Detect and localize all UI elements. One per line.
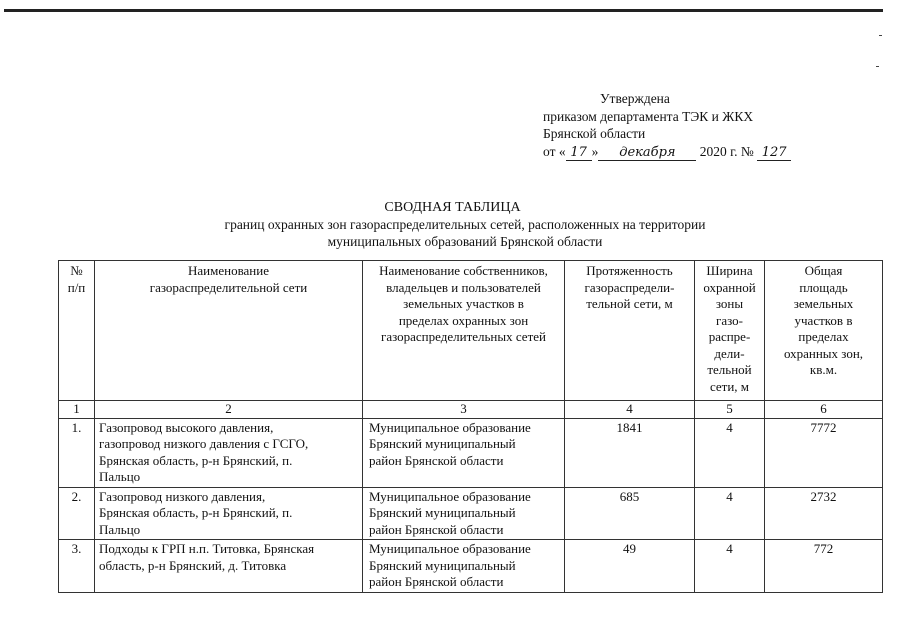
table-row bbox=[59, 540, 883, 593]
header-cell: Ширина охранной зоны газо- распре- дели- тельной сети, м bbox=[695, 261, 765, 401]
approval-block bbox=[543, 90, 791, 161]
length-cell: 49 bbox=[565, 540, 695, 593]
approval-line-approved: Утверждена bbox=[600, 91, 670, 106]
table-row bbox=[59, 418, 883, 487]
header-cell: Наименование газораспределительной сети bbox=[95, 261, 363, 401]
length-cell: 685 bbox=[565, 487, 695, 540]
length-cell: 1841 bbox=[565, 418, 695, 487]
column-number-row bbox=[59, 401, 883, 419]
document-subtitle-line1: границ охранных зон газораспределительных сетей, расположенных на территории bbox=[224, 217, 706, 232]
date-year-number: 2020 г. № bbox=[699, 143, 754, 159]
column-number-cell: 3 bbox=[363, 401, 565, 419]
approval-line-order: приказом департамента ТЭК и ЖКХ bbox=[543, 108, 754, 124]
document-subtitle-line2: муниципальных образований Брянской области bbox=[327, 234, 603, 249]
table-row bbox=[59, 487, 883, 540]
scan-edge-mark bbox=[879, 35, 882, 36]
date-prefix: от « bbox=[543, 143, 566, 159]
order-number-handwritten: 127 bbox=[757, 146, 791, 161]
date-month-handwritten: декабря bbox=[598, 146, 696, 161]
approval-line-region: Брянской области bbox=[543, 126, 646, 141]
column-number-cell: 1 bbox=[59, 401, 95, 419]
column-number-cell: 4 bbox=[565, 401, 695, 419]
date-mid: » bbox=[591, 143, 599, 159]
zone-width-cell: 4 bbox=[695, 418, 765, 487]
area-cell: 7772 bbox=[765, 418, 883, 487]
row-number-cell: 3. bbox=[59, 540, 95, 593]
top-border-line bbox=[4, 9, 883, 12]
header-cell: Наименование собственников, владельцев и пользователей земельных участков в пределах охранных зон газораспределительных сетей bbox=[363, 261, 565, 401]
network-name-cell: Подходы к ГРП н.п. Титовка, Брянская область, р-н Брянский, д. Титовка bbox=[95, 540, 363, 593]
owner-cell: Муниципальное образование Брянский муниципальный район Брянской области bbox=[363, 487, 565, 540]
network-name-cell: Газопровод низкого давления, Брянская область, р-н Брянский, п. Пальцо bbox=[95, 487, 363, 540]
summary-table bbox=[58, 260, 883, 593]
header-cell: № п/п bbox=[59, 261, 95, 401]
row-number-cell: 2. bbox=[59, 487, 95, 540]
table-header-row bbox=[59, 261, 883, 401]
document-subtitle bbox=[0, 216, 905, 250]
area-cell: 2732 bbox=[765, 487, 883, 540]
network-name-cell: Газопровод высокого давления, газопровод низкого давления с ГСГО, Брянская область, р-н Брянский, п. Пальцо bbox=[95, 418, 363, 487]
owner-cell: Муниципальное образование Брянский муниципальный район Брянской области bbox=[363, 418, 565, 487]
header-cell: Общая площадь земельных участков в пределах охранных зон, кв.м. bbox=[765, 261, 883, 401]
scan-edge-mark bbox=[876, 66, 879, 67]
document-title: СВОДНАЯ ТАБЛИЦА bbox=[384, 200, 521, 215]
zone-width-cell: 4 bbox=[695, 487, 765, 540]
column-number-cell: 5 bbox=[695, 401, 765, 419]
column-number-cell: 2 bbox=[95, 401, 363, 419]
zone-width-cell: 4 bbox=[695, 540, 765, 593]
column-number-cell: 6 bbox=[765, 401, 883, 419]
header-cell: Протяженность газораспредели- тельной сети, м bbox=[565, 261, 695, 401]
row-number-cell: 1. bbox=[59, 418, 95, 487]
owner-cell: Муниципальное образование Брянский муниципальный район Брянской области bbox=[363, 540, 565, 593]
area-cell: 772 bbox=[765, 540, 883, 593]
date-day-handwritten: 17 bbox=[566, 146, 592, 161]
approval-date-line bbox=[543, 143, 791, 161]
